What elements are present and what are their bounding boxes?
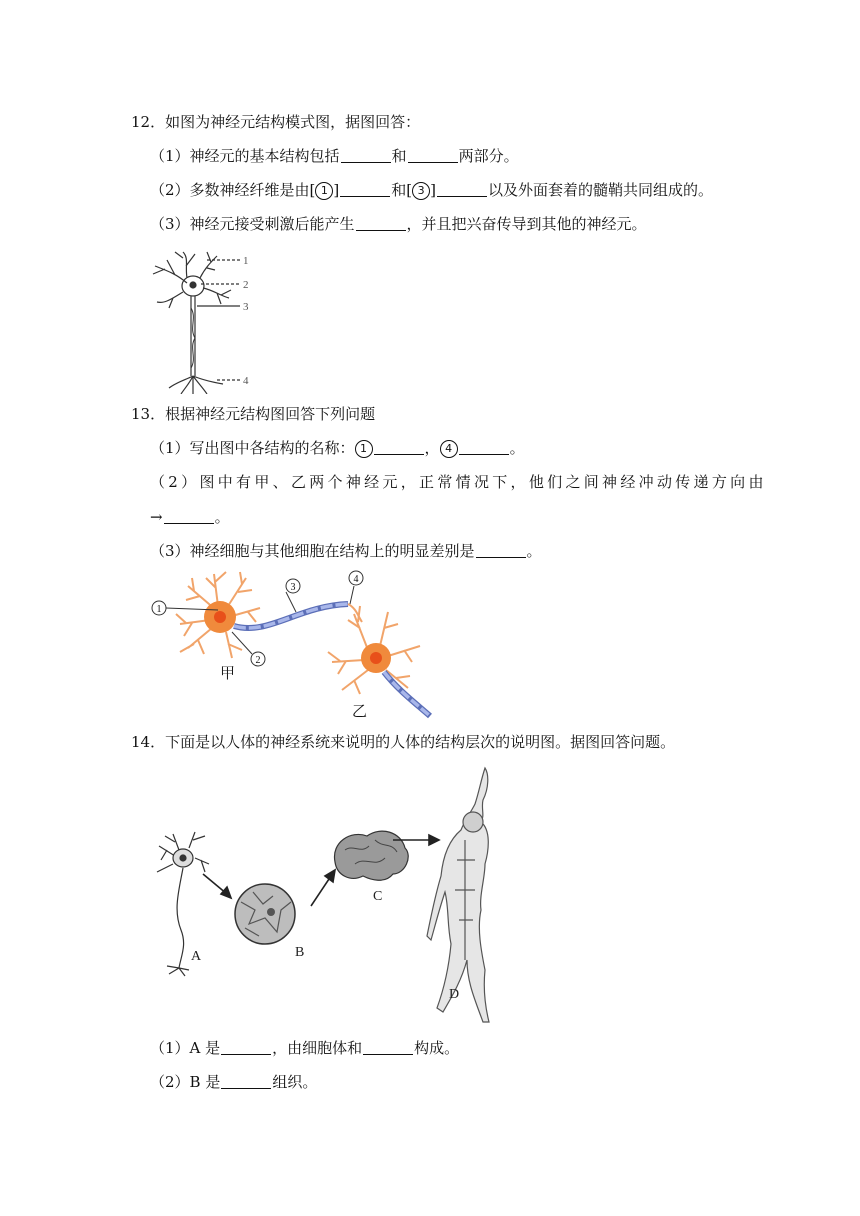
answer-blank[interactable] <box>476 542 526 558</box>
period: 。 <box>509 439 525 457</box>
fig-label: 4 <box>243 375 249 387</box>
fig-label: 2 <box>243 279 249 291</box>
q14-part1 <box>150 1038 459 1058</box>
answer-blank[interactable] <box>221 1039 271 1055</box>
q12-part2 <box>150 180 713 200</box>
q13-part1 <box>150 438 525 458</box>
figure-c-brain <box>334 831 408 880</box>
q14-title: 14．下面是以人体的神经系统来说明的人体的结构层次的说明图。据图回答问题。 <box>131 733 676 751</box>
fig-number: 1 <box>156 604 162 615</box>
circled-number: 3 <box>412 182 430 200</box>
q12-neuron-figure <box>145 248 265 394</box>
fig-label-b: B <box>295 945 305 960</box>
neuron-jia <box>176 572 260 658</box>
q13-part3 <box>150 541 542 561</box>
q13-part3-text: （3）神经细胞与其他细胞在结构上的明显差别是 <box>150 542 475 560</box>
circled-number: 1 <box>315 182 333 200</box>
figure-b-tissue <box>235 884 295 944</box>
fig-label-a: A <box>191 949 202 964</box>
arrow: → <box>150 508 163 526</box>
answer-blank[interactable] <box>341 147 391 163</box>
q12-part3-text: （3）神经元接受刺激后能产生 <box>150 215 355 233</box>
q13-part2-cont <box>150 507 230 527</box>
q12-part2-and: 和[ <box>391 181 413 199</box>
fig-label-d: D <box>449 987 460 1002</box>
period: 。 <box>214 508 230 526</box>
label-yi: 乙 <box>352 702 368 720</box>
q12-part3 <box>150 214 647 234</box>
answer-blank[interactable] <box>356 215 406 231</box>
fig-label: 1 <box>243 255 249 267</box>
answer-blank[interactable] <box>164 508 214 524</box>
figure-d-nervous-system <box>427 768 489 1022</box>
q14-part2-end: 组织。 <box>272 1073 318 1091</box>
fig-number: 2 <box>255 655 261 666</box>
fig-label-c: C <box>373 889 383 904</box>
q12-part1 <box>150 146 519 166</box>
q12-part1-text: （1）神经元的基本结构包括 <box>150 147 340 165</box>
fig-number: 3 <box>290 582 296 593</box>
neuron-yi <box>328 604 430 716</box>
circled-number: 4 <box>440 440 458 458</box>
q14-part2-text: （2）B 是 <box>150 1073 221 1091</box>
neuron-sketch <box>153 252 240 394</box>
q14-part2 <box>150 1072 317 1092</box>
q12-part2-end: 以及外面套着的髓鞘共同组成的。 <box>487 181 713 199</box>
bracket: ] <box>333 181 340 199</box>
answer-blank[interactable] <box>221 1073 271 1089</box>
bracket: ] <box>430 181 436 199</box>
figure-a-neuron <box>157 832 209 976</box>
q12-title: 12．如图为神经元结构模式图，据图回答： <box>131 113 421 131</box>
q12-part1-end: 两部分。 <box>458 147 519 165</box>
q14-part1-end: 构成。 <box>414 1039 460 1057</box>
answer-blank[interactable] <box>408 147 458 163</box>
answer-blank[interactable] <box>374 439 424 455</box>
q14-part1-mid: ，由细胞体和 <box>272 1039 363 1057</box>
q14-part1-text: （1）A 是 <box>150 1039 221 1057</box>
label-jia: 甲 <box>220 664 236 682</box>
answer-blank[interactable] <box>459 439 509 455</box>
circled-number: 1 <box>355 440 373 458</box>
answer-blank[interactable] <box>363 1039 413 1055</box>
q12-part1-and: 和 <box>391 147 407 165</box>
fig-label: 3 <box>243 301 249 313</box>
period: 。 <box>526 542 542 560</box>
q13-neurons-figure <box>148 566 438 722</box>
arrow-a-b <box>203 874 231 898</box>
answer-blank[interactable] <box>340 181 390 197</box>
q13-title: 13．根据神经元结构图回答下列问题 <box>131 405 376 423</box>
arrow-b-c <box>311 870 335 906</box>
comma: ， <box>424 439 440 457</box>
q12-part3-end: ，并且把兴奋传导到其他的神经元。 <box>406 215 647 233</box>
q14-structure-figure <box>145 760 525 1028</box>
answer-blank[interactable] <box>437 181 487 197</box>
q13-part2: （2）图中有甲、乙两个神经元，正常情况下，他们之间神经冲动传递方向由 <box>150 473 767 491</box>
q13-part1-text: （1）写出图中各结构的名称： <box>150 439 355 457</box>
fig-number: 4 <box>353 574 359 585</box>
q12-part2-text: （2）多数神经纤维是由[ <box>150 181 316 199</box>
